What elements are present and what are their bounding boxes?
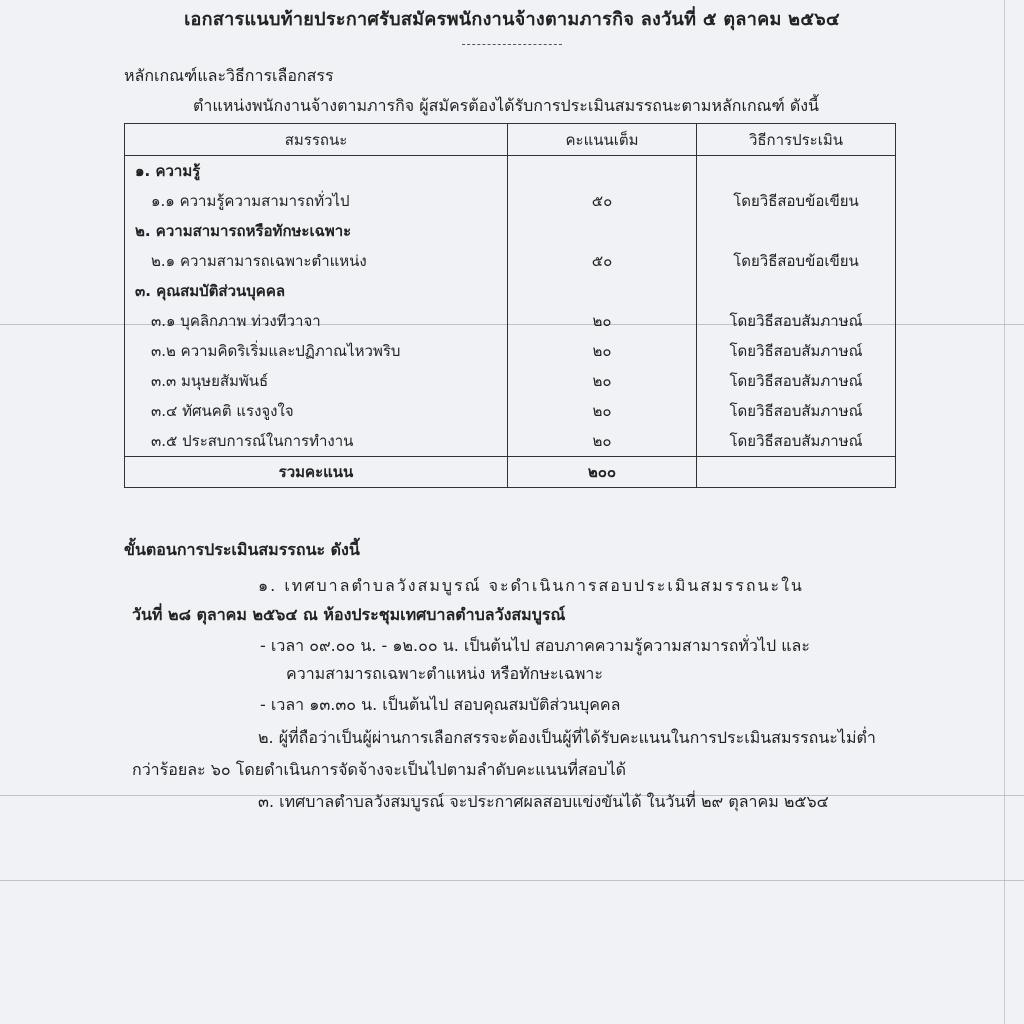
score-cell: ๒๐: [508, 336, 697, 366]
competency-item: ๓.๑ บุคลิกภาพ ท่วงทีวาจา: [125, 306, 508, 336]
score-cell: ๕๐: [508, 246, 697, 276]
score-cell: ๒๐: [508, 426, 697, 457]
step-2-line-2: กว่าร้อยละ ๖๐ โดยดำเนินการจัดจ้างจะเป็นไปตามลำดับคะแนนที่สอบได้: [132, 760, 626, 779]
method-cell: โดยวิธีสอบข้อเขียน: [697, 186, 896, 216]
competency-group: ๒. ความสามารถหรือทักษะเฉพาะ: [125, 216, 508, 246]
table-row: [125, 156, 896, 187]
method-cell: โดยวิธีสอบสัมภาษณ์: [697, 366, 896, 396]
assessment-steps-heading: ขั้นตอนการประเมินสมรรถนะ ดังนี้: [124, 540, 360, 559]
method-cell: โดยวิธีสอบข้อเขียน: [697, 246, 896, 276]
competency-item: ๓.๓ มนุษยสัมพันธ์: [125, 366, 508, 396]
table-row: [125, 246, 896, 276]
table-row: [125, 366, 896, 396]
step-3: ๓. เทศบาลตำบลวังสมบูรณ์ จะประกาศผลสอบแข่งขันได้ ในวันที่ ๒๙ ตุลาคม ๒๕๖๔: [258, 792, 829, 811]
scan-fold-line: [0, 880, 1024, 881]
score-cell: ๒๐: [508, 306, 697, 336]
score-cell: [508, 216, 697, 246]
table-header-row: [125, 124, 896, 156]
step-2-line-1: ๒. ผู้ที่ถือว่าเป็นผู้ผ่านการเลือกสรรจะต้องเป็นผู้ที่ได้รับคะแนนในการประเมินสมรรถนะไม่ต่ำ: [258, 728, 876, 747]
method-cell: โดยวิธีสอบสัมภาษณ์: [697, 306, 896, 336]
header-method: วิธีการประเมิน: [697, 124, 896, 156]
competency-item: ๑.๑ ความรู้ความสามารถทั่วไป: [125, 186, 508, 216]
competency-item: ๓.๒ ความคิดริเริ่มและปฏิภาณไหวพริบ: [125, 336, 508, 366]
method-cell: โดยวิธีสอบสัมภาษณ์: [697, 426, 896, 457]
score-cell: [508, 156, 697, 187]
selection-criteria-intro: ตำแหน่งพนักงานจ้างตามภารกิจ ผู้สมัครต้องได้รับการประเมินสมรรถนะตามหลักเกณฑ์ ดังนี้: [193, 96, 819, 115]
table-row: [125, 276, 896, 306]
step-1-bullet-2: - เวลา ๑๓.๓๐ น. เป็นต้นไป สอบคุณสมบัติส่วนบุคคล: [260, 695, 621, 714]
step-1-line-2: วันที่ ๒๘ ตุลาคม ๒๕๖๔ ณ ห้องประชุมเทศบาลตำบลวังสมบูรณ์: [132, 605, 566, 624]
score-cell: ๒๐: [508, 396, 697, 426]
step-1-bullet-1-line-2: ความสามารถเฉพาะตำแหน่ง หรือทักษะเฉพาะ: [286, 664, 603, 683]
competency-table: [124, 123, 896, 488]
step-1-bullet-1-line-1: - เวลา ๐๙.๐๐ น. - ๑๒.๐๐ น. เป็นต้นไป สอบภาคความรู้ความสามารถทั่วไป และ: [260, 636, 810, 655]
method-cell: [697, 156, 896, 187]
total-method-empty: [697, 457, 896, 488]
paper-fold-line: [1004, 0, 1005, 1024]
document-title: เอกสารแนบท้ายประกาศรับสมัครพนักงานจ้างตามภารกิจ ลงวันที่ ๕ ตุลาคม ๒๕๖๔: [184, 9, 840, 30]
competency-group: ๓. คุณสมบัติส่วนบุคคล: [125, 276, 508, 306]
method-cell: [697, 276, 896, 306]
total-score: ๒๐๐: [508, 457, 697, 488]
competency-item: ๒.๑ ความสามารถเฉพาะตำแหน่ง: [125, 246, 508, 276]
competency-item: ๓.๕ ประสบการณ์ในการทำงาน: [125, 426, 508, 457]
table-row: [125, 306, 896, 336]
table-row: [125, 186, 896, 216]
score-cell: [508, 276, 697, 306]
total-label: รวมคะแนน: [125, 457, 508, 488]
table-row: [125, 396, 896, 426]
table-row: [125, 336, 896, 366]
table-row: [125, 426, 896, 457]
method-cell: โดยวิธีสอบสัมภาษณ์: [697, 396, 896, 426]
competency-item: ๓.๔ ทัศนคติ แรงจูงใจ: [125, 396, 508, 426]
score-cell: ๕๐: [508, 186, 697, 216]
header-full-score: คะแนนเต็ม: [508, 124, 697, 156]
header-competency: สมรรถนะ: [125, 124, 508, 156]
step-1-line-1: ๑. เทศบาลตำบลวังสมบูรณ์ จะดำเนินการสอบประเมินสมรรถนะใน: [258, 576, 804, 595]
competency-group: ๑. ความรู้: [125, 156, 508, 187]
table-total-row: [125, 457, 896, 488]
title-divider: [462, 44, 562, 45]
score-cell: ๒๐: [508, 366, 697, 396]
method-cell: โดยวิธีสอบสัมภาษณ์: [697, 336, 896, 366]
table-row: [125, 216, 896, 246]
method-cell: [697, 216, 896, 246]
selection-criteria-heading: หลักเกณฑ์และวิธีการเลือกสรร: [124, 66, 334, 85]
